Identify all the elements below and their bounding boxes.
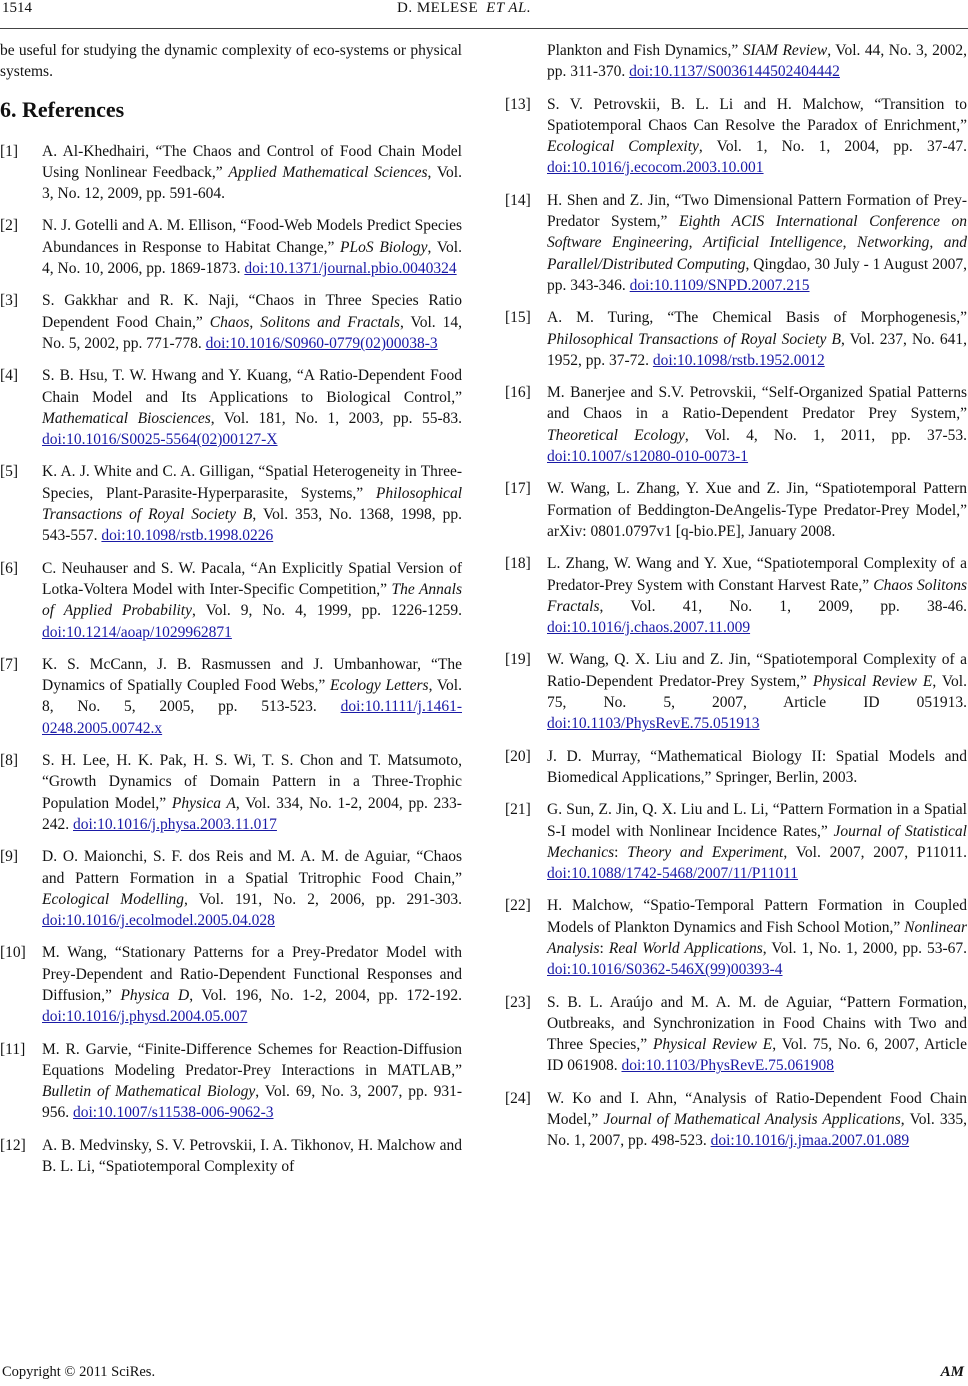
doi-link[interactable]: doi:10.1016/j.ecocom.2003.10.001 xyxy=(547,159,764,177)
reference-source: Physical Review E xyxy=(652,1036,773,1054)
reference-item xyxy=(0,1135,462,1178)
reference-number: [23] xyxy=(505,993,531,1011)
reference-source: Eighth ACIS International Conference on Software Engineering xyxy=(547,213,967,252)
reference-item xyxy=(0,290,462,354)
reference-item xyxy=(0,558,462,643)
reference-text: D. O. Maionchi, S. F. dos Reis and M. A. M. de Aguiar, “Chaos and Pattern Formation in a Spatial Tritrophic Food Chain,” xyxy=(42,848,462,887)
reference-source: Bulletin of Mathematical Biology xyxy=(42,1083,256,1101)
reference-source: Ecological Modelling, xyxy=(42,890,188,908)
reference-item xyxy=(0,846,462,931)
reference-list-right xyxy=(505,40,967,1152)
reference-source: Networking, and Parallel/Distributed Computing xyxy=(547,234,967,273)
reference-text: , Vol. 237, No. 641, 1952, pp. 37-72. xyxy=(547,330,967,369)
reference-source: Philosophical Transactions of Royal Society B xyxy=(547,330,841,348)
doi-link[interactable]: doi:10.1016/S0960-0779(02)00038-3 xyxy=(205,334,438,352)
doi-link[interactable]: doi:10.1103/PhysRevE.75.051913 xyxy=(547,715,760,733)
reference-text: M. Wang, “Stationary Patterns for a Prey-Predator Model with Prey-Dependent and Ratio-Dependent Functional Responses and Diffusion,” xyxy=(42,944,462,1004)
reference-text: , xyxy=(842,234,858,252)
doi-link[interactable]: doi:10.1016/S0362-546X(99)00393-4 xyxy=(547,961,783,979)
doi-link[interactable]: doi:10.1016/j.physd.2004.05.007 xyxy=(42,1008,248,1026)
reference-number: [24] xyxy=(505,1089,531,1107)
running-header xyxy=(397,0,531,17)
reference-item xyxy=(505,40,967,83)
reference-item xyxy=(505,94,967,179)
doi-link[interactable]: doi:10.1088/1742-5468/2007/11/P11011 xyxy=(547,865,799,883)
doi-link[interactable]: doi:10.1016/j.physa.2003.11.017 xyxy=(73,815,277,833)
reference-source: PLoS Biology xyxy=(340,238,428,256)
reference-number: [19] xyxy=(505,651,531,669)
reference-number: [1] xyxy=(0,142,19,160)
reference-text: , Vol. 353, No. 1368, 1998, pp. 543-557. xyxy=(42,506,462,545)
reference-number: [20] xyxy=(505,747,531,765)
reference-text: S. H. Lee, H. K. Pak, H. S. Wi, T. S. Chon and T. Matsumoto, “Growth Dynamics of Domain Pattern in a Three-Trophic Population Model,” xyxy=(42,752,462,812)
reference-source: Physica A xyxy=(171,794,236,812)
reference-source: Solitons and Fractals xyxy=(260,313,400,331)
reference-source: Mathematical Biosciences xyxy=(42,409,211,427)
reference-item xyxy=(0,942,462,1027)
reference-source: Chaos Solitons Fractals xyxy=(547,576,967,615)
doi-link[interactable]: doi:10.1098/rstb.1998.0226 xyxy=(101,527,274,545)
doi-link[interactable]: doi:10.1109/SNPD.2007.215 xyxy=(629,276,810,294)
reference-source: Theory and Experiment xyxy=(627,843,784,861)
reference-text: W. Wang, Q. X. Liu and Z. Jin, “Spatiotemporal Complexity of a Ratio-Dependent Predator-Prey System,” xyxy=(547,651,967,690)
reference-text: M. Banerjee and S.V. Petrovskii, “Self-Organized Spatial Patterns and Chaos in a Ratio-Dependent Predator Prey System,” xyxy=(547,384,967,423)
reference-text: , Vol. 41, No. 1, 2009, pp. 38-46. xyxy=(599,597,967,615)
reference-number: [3] xyxy=(0,292,19,310)
reference-text: , Vol. 335, No. 1, 2007, pp. 498-523. xyxy=(547,1111,967,1150)
reference-text: W. Wang, L. Zhang, Y. Xue and Z. Jin, “Spatiotemporal Pattern Formation of Beddington-DeAngelis-Type Predator-Prey Model,” arXiv: 0801.0797v1 [q-bio.PE], January 2008. xyxy=(547,480,967,540)
reference-text: S. Gakkhar and R. K. Naji, “Chaos in Three Species Ratio Dependent Food Chain,” xyxy=(42,292,462,331)
reference-number: [2] xyxy=(0,217,19,235)
reference-number: [16] xyxy=(505,384,531,402)
reference-number: [9] xyxy=(0,848,19,866)
reference-item xyxy=(0,750,462,835)
doi-link[interactable]: doi:10.1016/j.jmaa.2007.01.089 xyxy=(710,1132,910,1150)
reference-number: [13] xyxy=(505,95,531,113)
reference-text: S. B. Hsu, T. W. Hwang and Y. Kuang, “A Ratio-Dependent Food Chain Model and Its Applications to Biological Control,” xyxy=(42,367,462,406)
reference-text: L. Zhang, W. Wang and Y. Xue, “Spatiotemporal Complexity of a Predator-Prey System with Constant Harvest Rate,” xyxy=(547,555,967,594)
doi-link[interactable]: doi:10.1016/j.ecolmodel.2005.04.028 xyxy=(42,912,275,930)
reference-number: [21] xyxy=(505,801,531,819)
reference-number: [18] xyxy=(505,555,531,573)
doi-link[interactable]: doi:10.1371/journal.pbio.0040324 xyxy=(244,260,457,278)
reference-number: [6] xyxy=(0,559,19,577)
reference-text: , Vol. 3, No. 12, 2009, pp. 591-604. xyxy=(42,163,462,203)
reference-text: Plankton and Fish Dynamics,” xyxy=(547,42,743,59)
intro-paragraph: be useful for studying the dynamic complexity of eco-systems or physical systems. xyxy=(0,42,462,81)
reference-text: J. D. Murray, “Mathematical Biology II: Spatial Models and Biomedical Applications,” Springer, Berlin, 2003. xyxy=(547,747,967,786)
section-title: 6. References xyxy=(0,96,125,122)
reference-item xyxy=(505,799,967,884)
reference-text: A. Al-Khedhairi, “The Chaos and Control of Food Chain Model Using Nonlinear Feedback,” xyxy=(42,142,462,181)
reference-text: : xyxy=(614,843,628,861)
reference-text: , Vol. 8, No. 5, 2005, pp. 513-523. xyxy=(42,677,462,716)
reference-text: , Vol. 69, No. 3, 2007, pp. 931-956. xyxy=(42,1083,463,1122)
reference-source: Chaos xyxy=(209,313,250,331)
doi-link[interactable]: doi:10.1007/s12080-010-0073-1 xyxy=(547,448,749,466)
reference-source: Applied Mathematical Sciences xyxy=(228,163,428,181)
reference-text: , Vol. 9, No. 4, 1999, pp. 1226-1259. xyxy=(192,602,462,620)
reference-text: , Vol. 4, No. 1, 2011, pp. 37-53. xyxy=(684,426,967,444)
reference-text: , Vol. 14, No. 5, 2002, pp. 771-778. xyxy=(42,313,462,352)
reference-item xyxy=(0,1039,462,1124)
reference-text: , xyxy=(688,234,704,252)
reference-item xyxy=(0,141,462,205)
reference-source: The Annals of Applied Probability xyxy=(42,580,462,620)
reference-number: [5] xyxy=(0,463,19,481)
reference-source: Real World Applications xyxy=(608,939,763,957)
reference-text: C. Neuhauser and S. W. Pacala, “An Explicitly Spatial Version of Lotka-Voltera Model with Inter-Specific Competition,” xyxy=(42,559,462,598)
reference-text: , Vol. 44, No. 3, 2002, pp. 311-370. xyxy=(547,42,967,81)
reference-number: [17] xyxy=(505,480,531,498)
reference-item xyxy=(505,649,967,734)
reference-text: H. Shen and Z. Jin, “Two Dimensional Pattern Formation of Prey-Predator System,” xyxy=(547,191,967,231)
reference-text: , Vol. 1, No. 1, 2000, pp. 53-67. xyxy=(762,939,968,957)
footer-copyright: Copyright © 2011 SciRes. xyxy=(2,1364,156,1380)
reference-text: , Vol. 4, No. 10, 2006, pp. 1869-1873. xyxy=(42,238,462,278)
reference-source: Physical Review E xyxy=(812,672,933,690)
reference-number: [15] xyxy=(505,309,531,327)
doi-link[interactable]: doi:10.1016/j.chaos.2007.11.009 xyxy=(547,619,751,637)
reference-text: N. J. Gotelli and A. M. Ellison, “Food-Web Models Predict Species Abundances in Response to Habitat Change,” xyxy=(42,217,462,256)
reference-list-left xyxy=(0,141,462,1178)
reference-number: [14] xyxy=(505,191,531,209)
reference-source: Artificial Intelligence xyxy=(703,234,843,252)
reference-text: K. S. McCann, J. B. Rasmussen and J. Umbanhowar, “The Dynamics of Spatially Coupled Food Webs,” xyxy=(42,655,462,695)
reference-source: Theoretical Ecology xyxy=(547,426,685,444)
doi-link[interactable]: doi:10.1007/s11538-006-9062-3 xyxy=(73,1104,274,1122)
doi-link[interactable]: doi:10.1111/j.1461-0248.2005.00742.x xyxy=(42,698,462,737)
reference-item xyxy=(505,190,967,296)
reference-item xyxy=(505,992,967,1077)
reference-text: , Vol. 196, No. 1-2, 2004, pp. 172-192. xyxy=(189,986,463,1004)
reference-source: Philosophical Transactions of Royal Society B xyxy=(42,484,462,524)
reference-text: A. M. Turing, “The Chemical Basis of Morphogenesis,” xyxy=(547,309,967,327)
reference-text: , Vol. 75, No. 6, 2007, Article ID 061908. xyxy=(547,1036,967,1075)
running-header-et-al: ET AL. xyxy=(486,0,532,16)
running-header-author: D. MELESE xyxy=(397,0,479,16)
doi-link[interactable]: doi:10.1016/S0025-5564(02)00127-X xyxy=(42,431,278,449)
reference-text: H. Malchow, “Spatio-Temporal Pattern Formation in Coupled Models of Plankton Dynamics and Fish School Motion,” xyxy=(547,897,967,936)
reference-item xyxy=(505,307,967,371)
footer-journal: AM xyxy=(940,1364,964,1380)
reference-text: W. Ko and I. Ahn, “Analysis of Ratio-Dependent Food Chain Model,” xyxy=(547,1089,967,1129)
reference-item xyxy=(0,365,462,450)
reference-number: [12] xyxy=(0,1136,26,1154)
right-column xyxy=(505,40,967,1163)
reference-text: : xyxy=(599,939,609,957)
reference-item xyxy=(505,553,967,638)
doi-link[interactable]: doi:10.1137/S0036144502404442 xyxy=(629,63,840,81)
reference-text: M. R. Garvie, “Finite-Difference Schemes for Reaction-Diffusion Equations Modeling Predator-Prey Interactions in MATLAB,” xyxy=(42,1040,462,1079)
reference-number: [7] xyxy=(0,655,19,673)
reference-text: A. B. Medvinsky, S. V. Petrovskii, I. A. Tikhonov, H. Malchow and B. L. Li, “Spatiotemporal Complexity of xyxy=(42,1136,462,1176)
page-number: 1514 xyxy=(2,0,32,16)
reference-source: SIAM Review xyxy=(742,42,828,59)
reference-number: [10] xyxy=(0,944,26,962)
reference-source: Ecology Letters xyxy=(330,677,429,695)
reference-source: Nonlinear Analysis xyxy=(547,918,967,957)
reference-text: , Qingdao, 30 July - 1 August 2007, pp. 343-346. xyxy=(547,255,967,294)
reference-text: , Vol. 334, No. 1-2, 2004, pp. 233-242. xyxy=(42,794,462,833)
reference-number: [11] xyxy=(0,1040,26,1058)
reference-text: , Vol. 181, No. 1, 2003, pp. 55-83. xyxy=(210,409,462,427)
reference-item xyxy=(505,746,967,789)
reference-number: [8] xyxy=(0,752,19,770)
reference-source: Ecological Complexity xyxy=(547,138,699,156)
left-column xyxy=(0,40,462,1188)
reference-text: K. A. J. White and C. A. Gilligan, “Spatial Heterogeneity in Three-Species, Plant-Parasite-Hyperparasite, Systems,” xyxy=(42,463,462,502)
reference-item xyxy=(505,1088,967,1152)
reference-source: Journal of Mathematical Analysis Applications xyxy=(603,1111,901,1129)
reference-source: Physica D xyxy=(120,986,190,1004)
reference-item xyxy=(505,478,967,542)
reference-text: , xyxy=(249,313,261,331)
header-rule xyxy=(0,28,968,29)
reference-text: S. B. L. Araújo and M. A. M. de Aguiar, “Pattern Formation, Outbreaks, and Synchronization in Food Chains with Two and Three Species,” xyxy=(547,993,967,1054)
reference-text: , Vol. 75, No. 5, 2007, Article ID 051913. xyxy=(547,672,967,712)
reference-number: [22] xyxy=(505,897,531,915)
reference-text: G. Sun, Z. Jin, Q. X. Liu and L. Li, “Pattern Formation in a Spatial S-I model with Nonlinear Incidence Rates,” xyxy=(547,801,967,840)
doi-link[interactable]: doi:10.1103/PhysRevE.75.061908 xyxy=(621,1057,835,1075)
doi-link[interactable]: doi:10.1214/aoap/1029962871 xyxy=(42,623,232,641)
reference-number: [4] xyxy=(0,367,19,385)
reference-item xyxy=(505,895,967,980)
reference-item xyxy=(0,461,462,546)
reference-item xyxy=(505,382,967,467)
reference-source: Journal of Statistical Mechanics xyxy=(547,822,967,861)
reference-text: , Vol. 1, No. 1, 2004, pp. 37-47. xyxy=(698,138,967,156)
reference-text: , Vol. 2007, 2007, P11011. xyxy=(783,843,967,861)
reference-text: S. V. Petrovskii, B. L. Li and H. Malchow, “Transition to Spatiotemporal Chaos Can Resolve the Paradox of Enrichment,” xyxy=(547,95,967,134)
reference-item xyxy=(0,215,462,279)
doi-link[interactable]: doi:10.1098/rstb.1952.0012 xyxy=(652,351,825,369)
reference-text: Vol. 191, No. 2, 2006, pp. 291-303. xyxy=(187,890,463,908)
reference-item xyxy=(0,654,462,739)
